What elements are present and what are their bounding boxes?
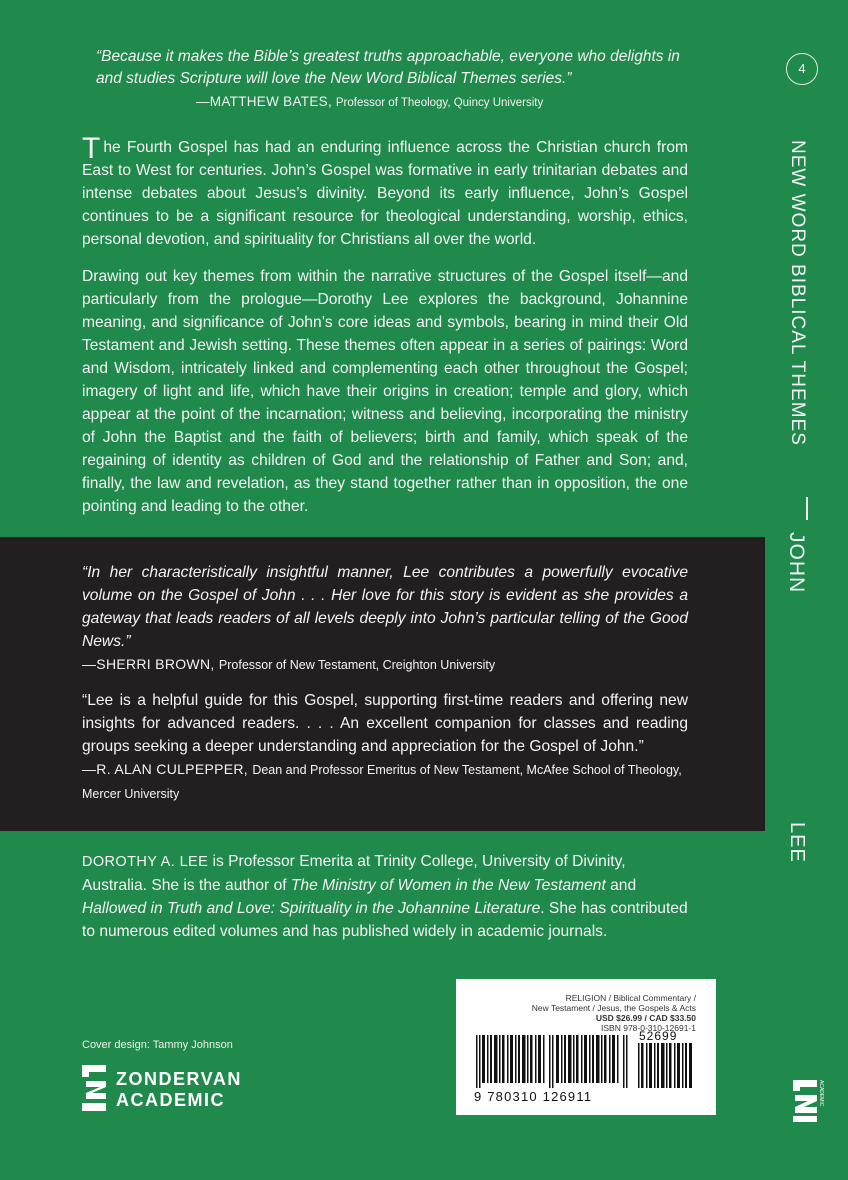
price-addon-barcode	[638, 1043, 694, 1088]
author-name: DOROTHY A. LEE	[82, 854, 209, 870]
reviewer-affiliation: Dean and Professor Emeritus of New Testament, McAfee School of Theology, Mercer University	[82, 763, 682, 801]
bio-text: and	[605, 877, 637, 894]
spine-series-title: NEW WORD BIBLICAL THEMES	[787, 140, 808, 446]
endorser-name: —MATTHEW BATES,	[196, 94, 332, 109]
drop-cap: T	[82, 132, 101, 165]
book-title: The Ministry of Women in the New Testament	[290, 877, 606, 894]
bio-text: is Professor Emerita at Trinity College, University of Divinity, Australia. She is the author of	[82, 853, 626, 894]
spine-author: LEE	[786, 822, 808, 863]
barcode-box	[456, 979, 716, 1115]
spine-book-title: JOHN	[785, 532, 808, 594]
author-bio	[82, 850, 692, 943]
endorsement-attribution	[196, 93, 543, 109]
publisher-line: ACADEMIC	[116, 1090, 225, 1110]
price: USD $26.99 / CAD $33.50	[595, 1013, 696, 1023]
description-paragraph-2: Drawing out key themes from within the narrative structures of the Gospel itself—and particularly from the prologue—Dorothy Lee explores the background, Johannine meaning, and significance of John’s core ideas and symbols, bearing in mind their Old Testament and Jewish setting. These themes often appear in a series of pairings: Word and Wisdom, intricately linked and complementing each other throughout the Gospel; imagery of light and life, which have their origins in creation; temple and glory, which appear at the point of the incarnation; witness and believing, incorporating the ministry of John the Baptist and the faith of believers; birth and family, which speak of the regaining of identity as children of God and the relationship of Father and Son; and, finally, the law and revelation, as they stand together rather than in opposition, the one pointing and leading to the other.	[82, 268, 688, 515]
isbn: ISBN 978-0-310-12691-1	[601, 1023, 696, 1033]
ean-number: 9 780310 126911	[474, 1089, 593, 1104]
barcode-info	[532, 993, 696, 1033]
reviewer-name: —SHERRI BROWN,	[82, 656, 215, 672]
endorsement-text: “Because it makes the Bible’s greatest truths approachable, everyone who delights in and studies Scripture will love the New Word Biblical Themes series.”	[96, 48, 680, 87]
category-line: New Testament / Jesus, the Gospels & Acts	[531, 1003, 696, 1013]
volume-number: 4	[786, 53, 818, 85]
review-2	[82, 689, 688, 806]
endorser-affiliation: Professor of Theology, Quincy University	[335, 97, 544, 109]
ean-barcode	[476, 1035, 628, 1088]
reviewer-name: —R. ALAN CULPEPPER,	[82, 761, 248, 777]
publisher-name	[116, 1069, 242, 1111]
bio-text: . She has contributed to numerous edited volumes and has published widely in academic journals.	[82, 900, 688, 940]
review-1	[82, 561, 688, 677]
spine-divider	[806, 497, 808, 520]
category-line: RELIGION / Biblical Commentary /	[565, 993, 696, 1003]
cover-credit: Cover design: Tammy Johnson	[82, 1039, 233, 1051]
description-paragraph-1	[82, 132, 688, 251]
publisher-logo	[82, 1065, 282, 1115]
zondervan-mark-icon	[82, 1065, 110, 1111]
review-attribution	[82, 758, 688, 806]
publisher-line: ZONDERVAN	[116, 1069, 242, 1089]
review-attribution	[82, 653, 688, 677]
reviewer-affiliation: Professor of New Testament, Creighton University	[218, 658, 496, 672]
price-addon-number: 52699	[639, 1029, 678, 1043]
book-title: Hallowed in Truth and Love: Spirituality in the Johannine Literature	[82, 900, 541, 917]
endorsement-quote-top	[96, 46, 696, 114]
review-text: “In her characteristically insightful manner, Lee contributes a powerfully evocative volume on the Gospel of John . . . Her love for this story is evident as she provides a gateway that leads readers of all levels deeply into John’s particular telling of the Good News.”	[82, 564, 688, 650]
review-text: “Lee is a helpful guide for this Gospel, supporting first-time readers and offering new insights for advanced readers. . . . An excellent companion for classes and reading groups seeking a deeper understanding and appreciation for the Gospel of John.”	[82, 692, 688, 755]
paragraph-text: he Fourth Gospel has had an enduring influence across the Christian church from East to West for centuries. John’s Gospel was formative in early trinitarian debates and intense debates about Jesus’s divinity. Beyond its early influence, John’s Gospel continues to be a significant resource for theological understanding, worship, ethics, personal devotion, and spirituality for Christians all over the world.	[82, 139, 688, 248]
spine-publisher-logo	[793, 1078, 825, 1122]
spine-publisher-word: ACADEMIC	[818, 1080, 824, 1107]
